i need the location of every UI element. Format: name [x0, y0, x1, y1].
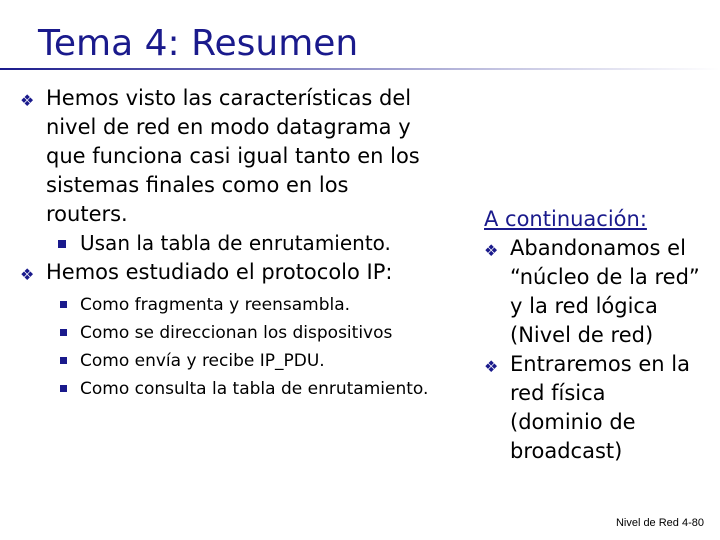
bullet-item: [484, 350, 704, 466]
left-column: [20, 84, 430, 403]
bullet-text: Abandonamos el “núcleo de la red” y la red lógica (Nivel de red): [510, 236, 700, 347]
square-bullet-icon: [58, 240, 66, 248]
sub-bullet-text: Como envía y recibe IP_PDU.: [80, 351, 325, 371]
checkmark-bullet-icon: ❖: [20, 265, 35, 284]
bullet-text: Entraremos en la red física (dominio de broadcast): [510, 352, 690, 463]
sub-bullet-item: [20, 291, 430, 319]
right-column: [484, 204, 704, 466]
slide-title: Tema 4: Resumen: [38, 23, 359, 64]
slide-footer: Nivel de Red 4-80: [615, 517, 704, 529]
right-heading: A continuación:: [484, 207, 647, 231]
bullet-item: [20, 84, 430, 229]
bullet-item: [20, 258, 430, 287]
sub-bullet-item: [20, 375, 430, 403]
sub-bullet-text: Como consulta la tabla de enrutamiento.: [80, 379, 429, 399]
bullet-item: [484, 234, 704, 350]
square-bullet-icon: [60, 385, 67, 392]
sub-bullet-text: Como se direccionan los dispositivos: [80, 323, 393, 343]
checkmark-bullet-icon: ❖: [484, 357, 499, 376]
sub-bullet-item: [20, 229, 430, 258]
title-underline: [0, 68, 720, 70]
square-bullet-icon: [60, 329, 67, 336]
sub-bullet-text: Como fragmenta y reensambla.: [80, 295, 351, 315]
sub-bullet-item: [20, 319, 430, 347]
bullet-text: Hemos visto las características del nivel de red en modo datagrama y que funciona casi igual tanto en los sistemas finales como en los routers.: [46, 86, 420, 226]
sub-bullet-item: [20, 347, 430, 375]
checkmark-bullet-icon: ❖: [20, 91, 35, 110]
sub-bullet-text: Usan la tabla de enrutamiento.: [80, 231, 391, 255]
square-bullet-icon: [60, 301, 67, 308]
square-bullet-icon: [60, 357, 67, 364]
bullet-text: Hemos estudiado el protocolo IP:: [46, 260, 393, 284]
checkmark-bullet-icon: ❖: [484, 241, 499, 260]
sub-bullet-list: [20, 291, 430, 403]
